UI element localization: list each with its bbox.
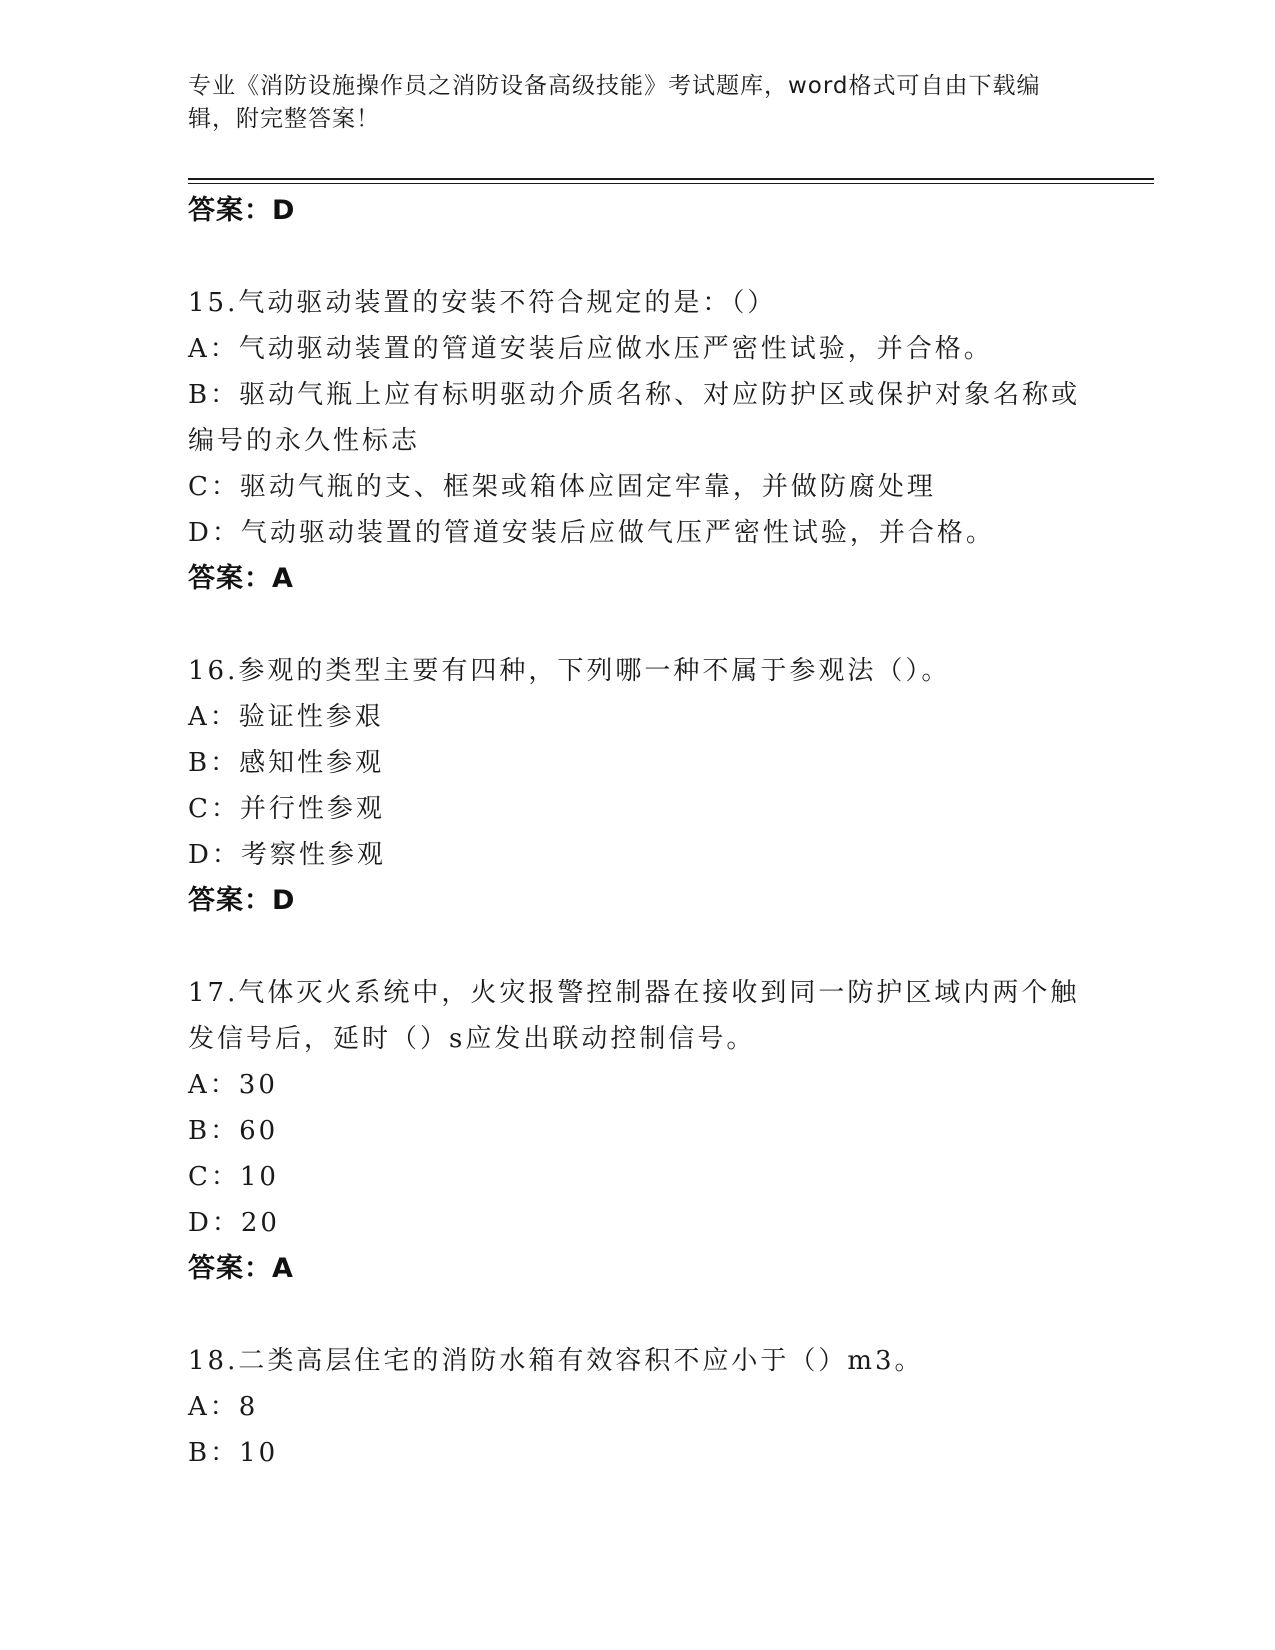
option-c: C：并行性参观	[188, 794, 385, 824]
option-d: D：气动驱动装置的管道安装后应做气压严密性试验，并合格。	[188, 518, 995, 548]
question-stem: 17.气体灭火系统中，火灾报警控制器在接收到同一防护区域内两个触	[188, 978, 1080, 1008]
option-a: A：30	[188, 1070, 278, 1100]
question-block	[188, 280, 1088, 602]
header-line-1: 专业《消防设施操作员之消防设备高级技能》考试题库，word格式可自由下载编	[188, 73, 1041, 99]
document-header	[188, 70, 1088, 136]
option-c: C：驱动气瓶的支、框架或箱体应固定牢靠，并做防腐处理	[188, 472, 936, 502]
option-c: C：10	[188, 1162, 279, 1192]
option-a: A：8	[188, 1392, 259, 1422]
header-rule-thick	[188, 178, 1154, 180]
option-b: B：驱动气瓶上应有标明驱动介质名称、对应防护区或保护对象名称或	[188, 380, 1081, 410]
option-b: B：10	[188, 1438, 279, 1468]
option-b: B：60	[188, 1116, 279, 1146]
option-b-continued: 编号的永久性标志	[188, 426, 421, 456]
answer-line: 答案：D	[188, 195, 296, 226]
spacer	[188, 924, 1088, 970]
option-b: B：感知性参观	[188, 748, 385, 778]
header-rule-thin	[188, 183, 1154, 184]
question-stem-continued: 发信号后，延时（）s应发出联动控制信号。	[188, 1024, 756, 1054]
option-d: D：考察性参观	[188, 840, 386, 870]
question-stem: 16.参观的类型主要有四种，下列哪一种不属于参观法（）。	[188, 656, 951, 686]
answer-line: 答案：A	[188, 1253, 294, 1284]
question-stem: 15.气动驱动装置的安装不符合规定的是：（）	[188, 288, 777, 318]
spacer	[188, 602, 1088, 648]
question-stem: 18.二类高层住宅的消防水箱有效容积不应小于（）m3。	[188, 1346, 924, 1376]
question-block	[188, 1338, 1088, 1476]
spacer	[188, 234, 1088, 280]
option-d: D：20	[188, 1208, 280, 1238]
spacer	[188, 1292, 1088, 1338]
answer-line: 答案：D	[188, 885, 296, 916]
option-a: A：验证性参艰	[188, 702, 384, 732]
document-body	[188, 188, 1088, 1476]
answer-line: 答案：A	[188, 563, 294, 594]
option-a: A：气动驱动装置的管道安装后应做水压严密性试验，并合格。	[188, 334, 993, 364]
question-block	[188, 970, 1088, 1292]
header-line-2: 辑，附完整答案！	[188, 106, 380, 132]
question-block	[188, 648, 1088, 924]
